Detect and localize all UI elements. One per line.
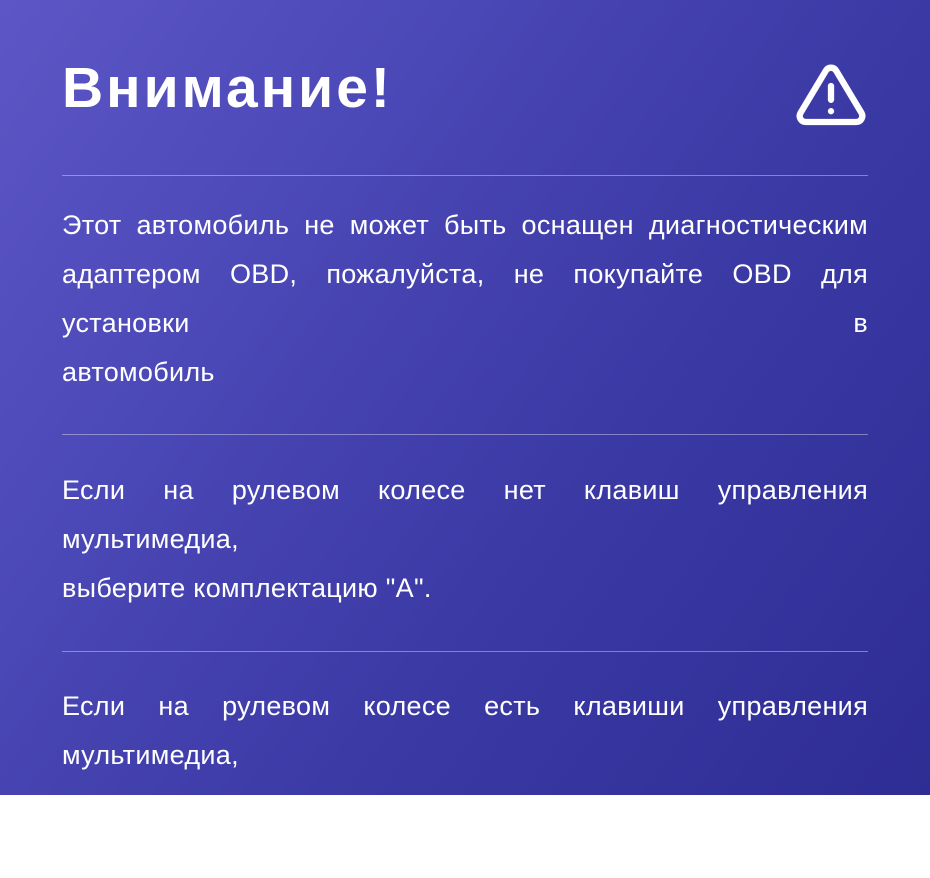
divider [62,651,868,652]
paragraph-line: и можно управлять переключением треков и изменением [62,789,868,819]
paragraph-trim-a [62,466,868,613]
paragraph-trim-b [62,682,868,878]
paragraph-line: Этот автомобиль не может быть оснащен диагностическим [62,210,868,240]
paragraph-obd-warning [62,201,868,397]
paragraph-line: автомобиль [62,357,215,387]
paragraph-line: Если на рулевом колесе нет клавиш управления мультимедиа, [62,475,868,554]
page-title: Внимание! [62,56,393,120]
paragraph-line: уровня громкости, выберите комплектацию "B". [62,838,674,868]
warning-triangle-icon [794,62,868,128]
divider [62,434,868,435]
divider [62,175,868,176]
paragraph-line: адаптером OBD, пожалуйста, не покупайте OBD для установки в [62,259,868,338]
header [62,0,868,128]
paragraph-line: Если на рулевом колесе есть клавиши управления мультимедиа, [62,691,868,770]
paragraph-line: выберите комплектацию "А". [62,573,432,603]
